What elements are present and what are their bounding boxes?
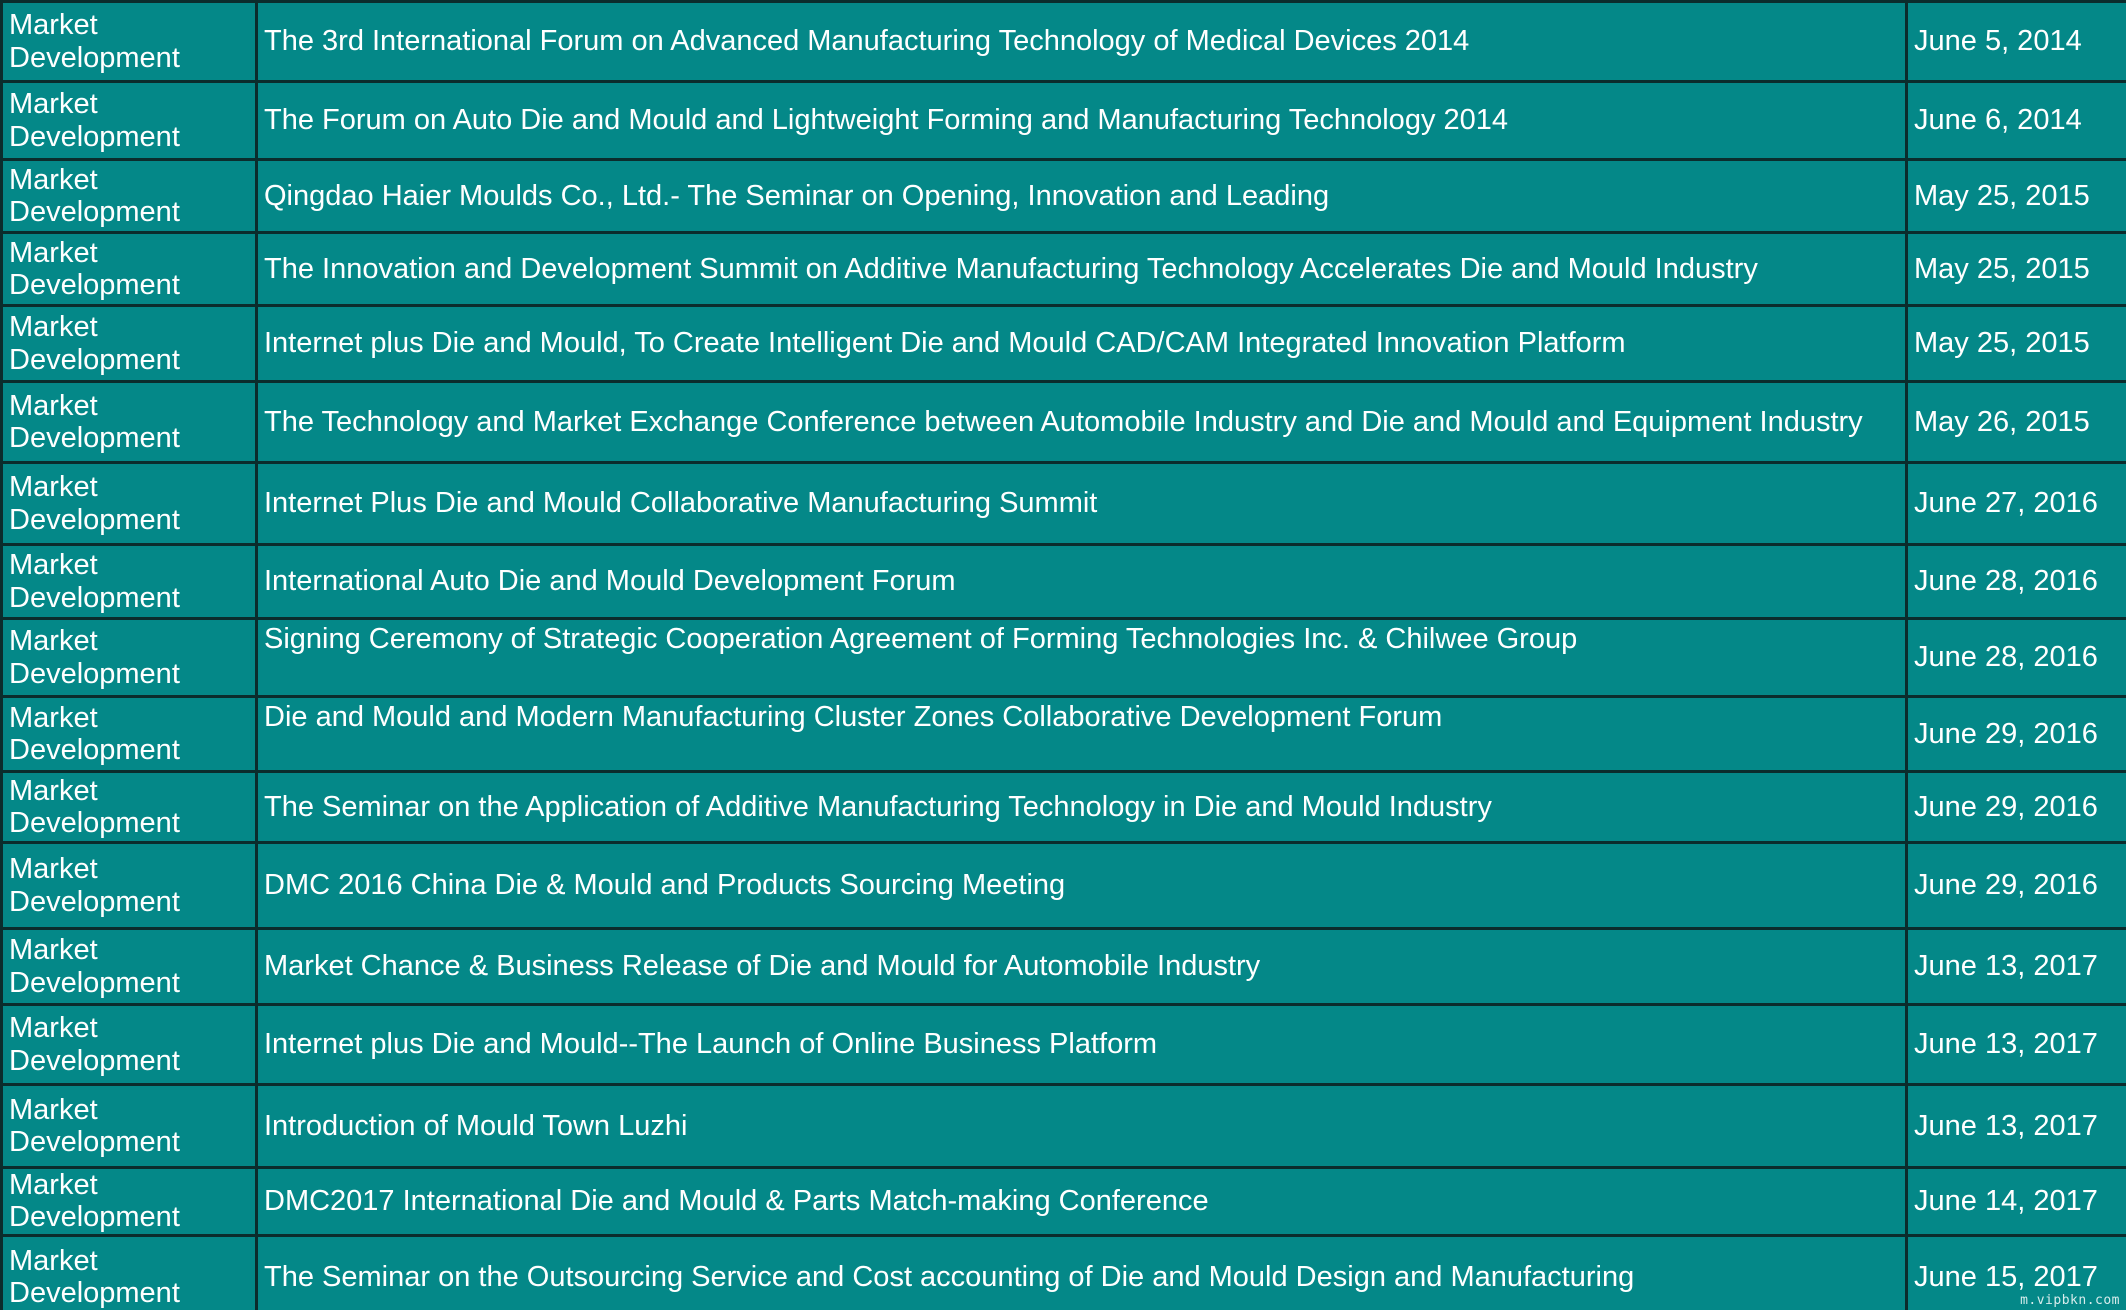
category-line: Development — [9, 120, 180, 153]
category-line: Development — [9, 422, 180, 454]
category-line: Development — [9, 1044, 180, 1077]
category-line: Development — [9, 196, 180, 228]
event-title: Introduction of Mould Town Luzhi — [257, 1085, 1907, 1168]
event-date: June 6, 2014 — [1907, 82, 2126, 160]
event-title: Internet Plus Die and Mould Collaborative Manufacturing Summit — [257, 463, 1907, 545]
table-row — [2, 306, 2126, 382]
event-date: May 25, 2015 — [1907, 160, 2126, 233]
category-cell — [2, 2, 257, 82]
event-title: International Auto Die and Mould Development Forum — [257, 545, 1907, 619]
table-row — [2, 619, 2126, 697]
events-table-body — [2, 2, 2126, 1310]
table-row — [2, 1005, 2126, 1085]
category-cell — [2, 772, 257, 843]
event-title: Internet plus Die and Mould--The Launch of Online Business Platform — [257, 1005, 1907, 1085]
category-cell — [2, 545, 257, 619]
table-row — [2, 2, 2126, 82]
category-line: Market — [9, 311, 98, 344]
table-row — [2, 82, 2126, 160]
event-date: June 29, 2016 — [1907, 772, 2126, 843]
event-date: June 5, 2014 — [1907, 2, 2126, 82]
category-line: Development — [9, 885, 180, 918]
category-line: Market — [9, 471, 98, 504]
event-title: The Innovation and Development Summit on Additive Manufacturing Technology Accelerates Die and Mould Industry — [257, 233, 1907, 306]
table-row — [2, 772, 2126, 843]
category-cell — [2, 160, 257, 233]
event-date: June 15, 2017 — [1907, 1235, 2126, 1310]
table-row — [2, 929, 2126, 1005]
category-line: Market — [9, 549, 98, 582]
event-date: June 13, 2017 — [1907, 929, 2126, 1005]
event-date: June 13, 2017 — [1907, 1005, 2126, 1085]
event-date: June 13, 2017 — [1907, 1085, 2126, 1168]
event-title: The Seminar on the Outsourcing Service and Cost accounting of Die and Mould Design and Manufacturing — [257, 1235, 1907, 1310]
event-title: Die and Mould and Modern Manufacturing Cluster Zones Collaborative Development Forum — [257, 697, 1907, 772]
table-row — [2, 160, 2126, 233]
table-row — [2, 545, 2126, 619]
table-row — [2, 1168, 2126, 1236]
category-line: Market — [9, 389, 98, 422]
event-date: June 29, 2016 — [1907, 697, 2126, 772]
event-title: The Seminar on the Application of Additive Manufacturing Technology in Die and Mould Industry — [257, 772, 1907, 843]
category-line: Market — [9, 625, 98, 658]
category-line: Market — [9, 236, 98, 269]
event-date: June 28, 2016 — [1907, 619, 2126, 697]
event-title: Internet plus Die and Mould, To Create Intelligent Die and Mould CAD/CAM Integrated Innovation Platform — [257, 306, 1907, 382]
category-cell — [2, 1168, 257, 1236]
category-line: Market — [9, 88, 98, 121]
watermark-text: m.vipbkn.com — [2020, 1293, 2120, 1308]
category-line: Development — [9, 807, 180, 839]
event-title: The 3rd International Forum on Advanced Manufacturing Technology of Medical Devices 2014 — [257, 2, 1907, 82]
event-date: May 25, 2015 — [1907, 306, 2126, 382]
table-row — [2, 233, 2126, 306]
event-date: June 14, 2017 — [1907, 1168, 2126, 1236]
category-cell — [2, 697, 257, 772]
category-line: Market — [9, 853, 98, 886]
category-line: Market — [9, 9, 98, 42]
table-row — [2, 1085, 2126, 1168]
category-line: Development — [9, 657, 180, 690]
category-cell — [2, 382, 257, 463]
category-cell — [2, 843, 257, 929]
category-cell — [2, 1085, 257, 1168]
category-line: Market — [9, 1012, 98, 1045]
table-row — [2, 463, 2126, 545]
event-title: DMC2017 International Die and Mould & Parts Match-making Conference — [257, 1168, 1907, 1236]
category-line: Development — [9, 1126, 180, 1158]
event-title: DMC 2016 China Die & Mould and Products Sourcing Meeting — [257, 843, 1907, 929]
table-row — [2, 697, 2126, 772]
event-date: June 28, 2016 — [1907, 545, 2126, 619]
category-line: Development — [9, 966, 180, 999]
event-title: Market Chance & Business Release of Die and Mould for Automobile Industry — [257, 929, 1907, 1005]
event-title: Qingdao Haier Moulds Co., Ltd.- The Seminar on Opening, Innovation and Leading — [257, 160, 1907, 233]
category-line: Development — [9, 343, 180, 376]
category-cell — [2, 463, 257, 545]
table-row — [2, 1235, 2126, 1310]
category-line: Development — [9, 41, 180, 74]
category-cell — [2, 1005, 257, 1085]
event-title: The Technology and Market Exchange Conference between Automobile Industry and Die and Mould and Equipment Industry — [257, 382, 1907, 463]
category-line: Development — [9, 503, 180, 536]
category-line: Development — [9, 1201, 180, 1234]
event-title: Signing Ceremony of Strategic Cooperation Agreement of Forming Technologies Inc. & Chilwee Group — [257, 619, 1907, 697]
category-line: Market — [9, 163, 98, 196]
category-line: Development — [9, 1277, 180, 1310]
category-line: Development — [9, 581, 180, 614]
event-date: June 29, 2016 — [1907, 843, 2126, 929]
category-line: Development — [9, 734, 180, 766]
event-date: May 26, 2015 — [1907, 382, 2126, 463]
category-line: Market — [9, 1093, 98, 1126]
category-cell — [2, 82, 257, 160]
category-cell — [2, 619, 257, 697]
category-cell — [2, 1235, 257, 1310]
category-cell — [2, 929, 257, 1005]
event-title: The Forum on Auto Die and Mould and Lightweight Forming and Manufacturing Technology 2014 — [257, 82, 1907, 160]
category-line: Market — [9, 1169, 98, 1201]
table-row — [2, 382, 2126, 463]
table-row — [2, 843, 2126, 929]
category-line: Market — [9, 701, 98, 734]
category-line: Market — [9, 774, 98, 807]
category-line: Market — [9, 934, 98, 967]
category-line: Market — [9, 1244, 98, 1277]
category-cell — [2, 306, 257, 382]
event-date: May 25, 2015 — [1907, 233, 2126, 306]
category-line: Development — [9, 269, 180, 301]
event-date: June 27, 2016 — [1907, 463, 2126, 545]
category-cell — [2, 233, 257, 306]
